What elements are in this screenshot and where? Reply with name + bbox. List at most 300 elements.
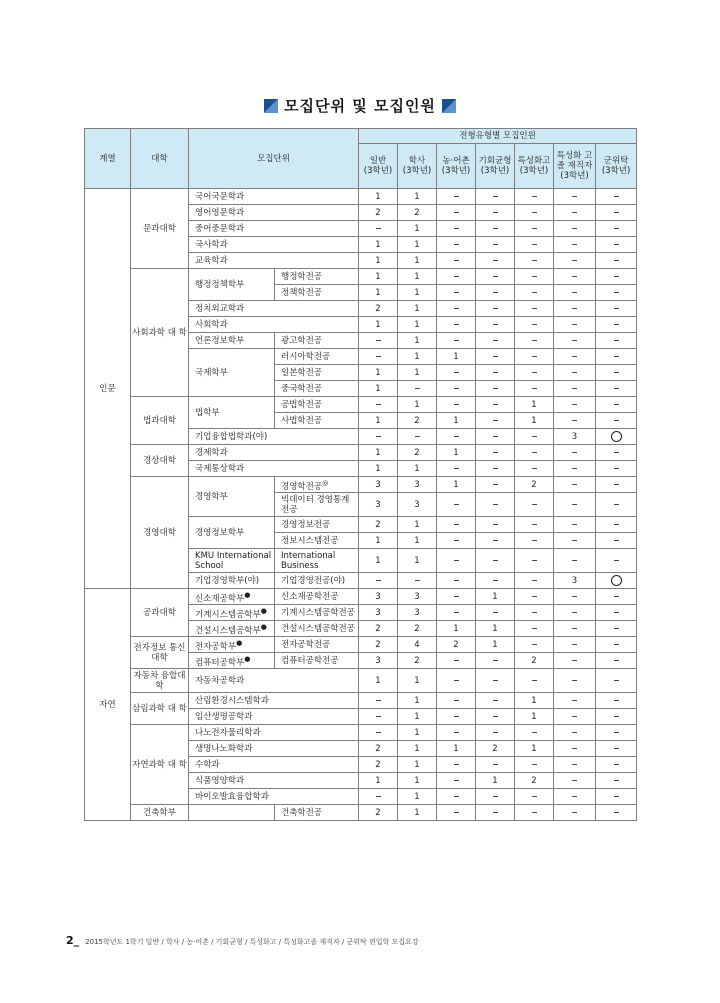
dash-mark: [532, 388, 537, 389]
value-cell: [554, 445, 596, 461]
gyeyeol-cell: [85, 189, 131, 589]
value-cell: [515, 653, 554, 669]
dash-mark: [493, 196, 498, 197]
value-cell: [515, 253, 554, 269]
value-text: 1: [453, 479, 459, 490]
dash-mark: [493, 356, 498, 357]
value-cell: [515, 429, 554, 445]
value-cell: [515, 333, 554, 349]
dash-mark: [454, 244, 459, 245]
value-cell: [515, 517, 554, 533]
value-cell: [596, 637, 637, 653]
value-cell: [398, 757, 437, 773]
value-cell: [437, 365, 476, 381]
value-cell: [596, 365, 637, 381]
value-text: 1: [414, 287, 420, 298]
value-cell: [359, 381, 398, 397]
dash-mark: [493, 812, 498, 813]
dash-mark: [572, 780, 577, 781]
dash-mark: [572, 260, 577, 261]
value-cell: [596, 693, 637, 709]
dash-mark: [532, 292, 537, 293]
dash-mark: [572, 244, 577, 245]
value-cell: [398, 333, 437, 349]
dash-mark: [454, 260, 459, 261]
value-text: 1: [414, 695, 420, 706]
value-cell: [476, 725, 515, 741]
college-cell-text: 경상대학: [143, 455, 176, 466]
value-text: 2: [492, 743, 498, 754]
value-text: 3: [571, 431, 578, 442]
dash-mark: [532, 580, 537, 581]
unit-cell: [189, 461, 359, 477]
dash-mark: [454, 560, 459, 561]
value-text: 1: [375, 271, 381, 282]
table-row: [85, 589, 637, 605]
dash-mark: [454, 276, 459, 277]
value-cell: [515, 621, 554, 637]
value-cell: [359, 205, 398, 221]
dash-mark: [572, 796, 577, 797]
value-cell: [437, 269, 476, 285]
dash-mark: [572, 372, 577, 373]
value-cell: [437, 789, 476, 805]
dash-mark: [454, 780, 459, 781]
dash-mark: [572, 356, 577, 357]
value-text: 1: [414, 535, 420, 546]
college-cell: [131, 669, 189, 693]
value-text: 1: [375, 255, 381, 266]
dash-mark: [493, 612, 498, 613]
value-text: 2: [414, 415, 420, 426]
value-cell: [359, 789, 398, 805]
dash-mark: [532, 356, 537, 357]
value-cell: [476, 285, 515, 301]
value-text: 1: [375, 191, 381, 202]
value-cell: [476, 301, 515, 317]
dash-mark: [614, 560, 619, 561]
value-cell: [515, 573, 554, 589]
value-cell: [398, 253, 437, 269]
value-cell: [554, 517, 596, 533]
value-cell: [554, 461, 596, 477]
college-cell-text: 문과대학: [143, 223, 176, 234]
table-row: [85, 445, 637, 461]
dash-mark: [493, 228, 498, 229]
subunit-cell-text: 컴퓨터공학부: [195, 657, 245, 668]
value-cell: [554, 725, 596, 741]
major-cell-text: 빅데이터 경영통계전공: [281, 494, 350, 515]
dash-mark: [454, 596, 459, 597]
dash-mark: [572, 504, 577, 505]
major-cell: [275, 477, 359, 493]
subunit-cell-text: 행정정책학부: [195, 279, 245, 290]
value-cell: [596, 589, 637, 605]
dash-mark: [572, 212, 577, 213]
value-cell: [398, 709, 437, 725]
dash-mark: [614, 628, 619, 629]
major-cell-text: 일본학전공: [281, 367, 323, 378]
dash-mark: [572, 540, 577, 541]
value-cell: [359, 549, 398, 573]
dash-mark: [454, 324, 459, 325]
value-cell: [437, 605, 476, 621]
unit-cell-text: 식품영양학과: [195, 775, 245, 786]
value-cell: [359, 445, 398, 461]
value-text: 1: [414, 675, 420, 686]
value-cell: [476, 805, 515, 821]
dash-mark: [614, 612, 619, 613]
dash-mark: [614, 468, 619, 469]
dash-mark: [614, 812, 619, 813]
dash-mark: [572, 596, 577, 597]
value-cell: [359, 429, 398, 445]
value-cell: [398, 653, 437, 669]
unit-cell: [189, 741, 359, 757]
dash-mark: [614, 700, 619, 701]
value-cell: [359, 461, 398, 477]
value-text: 1: [414, 519, 420, 530]
dash-mark: [493, 244, 498, 245]
value-cell: [359, 669, 398, 693]
value-cell: [596, 709, 637, 725]
dash-mark: [572, 644, 577, 645]
value-cell: [515, 757, 554, 773]
dash-mark: [614, 796, 619, 797]
dash-mark: [614, 764, 619, 765]
value-cell: [476, 237, 515, 253]
major-cell-text: International Business: [281, 550, 336, 571]
value-text: 3: [375, 499, 381, 510]
value-cell: [515, 693, 554, 709]
value-cell: [554, 605, 596, 621]
value-cell: [476, 253, 515, 269]
value-text: 1: [375, 447, 381, 458]
dash-mark: [454, 372, 459, 373]
value-text: 1: [414, 271, 420, 282]
unit-cell-text: 기업융합법학과(야): [195, 431, 268, 442]
subunit-cell-text: 기계시스템공학부: [195, 609, 261, 620]
major-cell: [275, 365, 359, 381]
unit-cell-text: 중어중문학과: [195, 223, 245, 234]
mark-icon: ◎: [322, 477, 329, 487]
unit-cell: [189, 709, 359, 725]
value-text: 1: [531, 399, 537, 410]
dash-mark: [493, 212, 498, 213]
dash-mark: [572, 716, 577, 717]
dash-mark: [614, 540, 619, 541]
value-cell: [515, 381, 554, 397]
value-cell: [398, 533, 437, 549]
value-cell: [554, 221, 596, 237]
dash-mark: [493, 580, 498, 581]
value-cell: [554, 549, 596, 573]
value-text: 1: [531, 743, 537, 754]
dash-mark: [572, 700, 577, 701]
value-cell: [476, 773, 515, 789]
header-col: 일반 (3학년): [359, 144, 398, 189]
dash-mark: [454, 812, 459, 813]
value-cell: [359, 221, 398, 237]
value-text: 1: [414, 711, 420, 722]
value-cell: [437, 493, 476, 517]
dash-mark: [532, 212, 537, 213]
unit-cell-text: 국제통상학과: [195, 463, 245, 474]
value-cell: [359, 573, 398, 589]
value-cell: [398, 461, 437, 477]
value-text: 4: [414, 639, 420, 650]
unit-cell: [189, 301, 359, 317]
subunit-cell-text: 신소재공학부: [195, 593, 245, 604]
mark-icon: ●: [260, 621, 267, 631]
dash-mark: [493, 504, 498, 505]
value-cell: [554, 477, 596, 493]
value-text: 3: [375, 591, 381, 602]
value-cell: [515, 285, 554, 301]
value-cell: [476, 621, 515, 637]
table-body: [85, 189, 637, 821]
value-cell: [476, 205, 515, 221]
dash-mark: [454, 540, 459, 541]
college-cell-text: 자연과학 대 학: [132, 759, 187, 770]
dash-mark: [532, 324, 537, 325]
dash-mark: [376, 436, 381, 437]
value-cell: [359, 693, 398, 709]
major-cell: [275, 349, 359, 365]
header-col: 특성화 고졸 재직자 (3학년): [554, 144, 596, 189]
major-cell-text: 공법학전공: [281, 399, 323, 410]
circle-icon: [611, 431, 622, 442]
dash-mark: [532, 764, 537, 765]
dash-mark: [493, 324, 498, 325]
value-cell: [398, 789, 437, 805]
dash-mark: [493, 660, 498, 661]
value-text: 1: [414, 727, 420, 738]
header-col: 기회균형 (3학년): [476, 144, 515, 189]
value-cell: [437, 205, 476, 221]
dash-mark: [614, 780, 619, 781]
dash-mark: [572, 420, 577, 421]
value-cell: [398, 669, 437, 693]
major-cell: [275, 533, 359, 549]
value-text: 3: [375, 607, 381, 618]
dash-mark: [614, 680, 619, 681]
value-cell: [515, 493, 554, 517]
value-cell: [359, 653, 398, 669]
value-cell: [554, 533, 596, 549]
dash-mark: [493, 524, 498, 525]
value-text: 1: [375, 675, 381, 686]
dash-mark: [614, 196, 619, 197]
value-cell: [596, 477, 637, 493]
dash-mark: [454, 716, 459, 717]
value-cell: [359, 493, 398, 517]
value-cell: [437, 461, 476, 477]
table-row: [85, 805, 637, 821]
dash-mark: [614, 404, 619, 405]
dash-mark: [532, 436, 537, 437]
value-cell: [476, 461, 515, 477]
dash-mark: [572, 468, 577, 469]
value-cell: [554, 237, 596, 253]
value-cell: [398, 221, 437, 237]
college-cell: [131, 589, 189, 637]
value-cell: [596, 445, 637, 461]
unit-cell: [189, 317, 359, 333]
value-text: 1: [375, 319, 381, 330]
major-cell: [275, 653, 359, 669]
value-text: 2: [531, 479, 537, 490]
value-cell: [359, 741, 398, 757]
major-cell: [275, 397, 359, 413]
major-cell-text: 신소재공학전공: [281, 591, 339, 602]
circle-icon: [611, 575, 622, 586]
dash-mark: [572, 764, 577, 765]
value-cell: [476, 709, 515, 725]
dash-mark: [532, 372, 537, 373]
dash-mark: [572, 680, 577, 681]
value-cell: [554, 773, 596, 789]
value-cell: [554, 253, 596, 269]
value-text: 2: [375, 207, 381, 218]
title-text: 모집단위 및 모집인원: [284, 97, 436, 115]
header-col: 학사 (3학년): [398, 144, 437, 189]
table-row: [85, 269, 637, 285]
dash-mark: [572, 324, 577, 325]
value-cell: [359, 725, 398, 741]
value-cell: [476, 549, 515, 573]
dash-mark: [493, 764, 498, 765]
major-cell: [275, 269, 359, 285]
value-cell: [359, 253, 398, 269]
dash-mark: [493, 484, 498, 485]
value-cell: [596, 773, 637, 789]
dash-mark: [454, 504, 459, 505]
dash-mark: [376, 340, 381, 341]
value-cell: [596, 461, 637, 477]
dash-mark: [454, 732, 459, 733]
value-cell: [596, 333, 637, 349]
subunit-cell-text: 전자공학부: [195, 641, 237, 652]
value-cell: [437, 477, 476, 493]
value-cell: [476, 789, 515, 805]
value-cell: [437, 301, 476, 317]
value-cell: [596, 493, 637, 517]
value-cell: [476, 445, 515, 461]
major-cell: [275, 381, 359, 397]
value-cell: [554, 789, 596, 805]
value-text: 1: [453, 415, 459, 426]
value-cell: [437, 285, 476, 301]
value-cell: [596, 301, 637, 317]
value-cell: [437, 221, 476, 237]
dash-mark: [614, 212, 619, 213]
dash-mark: [614, 644, 619, 645]
dash-mark: [572, 560, 577, 561]
major-cell-text: 경영정보전공: [281, 519, 331, 530]
value-cell: [359, 605, 398, 621]
major-cell: [275, 605, 359, 621]
dash-mark: [614, 420, 619, 421]
value-cell: [398, 349, 437, 365]
dash-mark: [532, 812, 537, 813]
dash-mark: [493, 716, 498, 717]
value-cell: [554, 621, 596, 637]
value-text: 1: [375, 555, 381, 566]
major-cell-text: 광고학전공: [281, 335, 323, 346]
dash-mark: [614, 244, 619, 245]
college-cell: [131, 725, 189, 805]
value-cell: [359, 773, 398, 789]
major-cell: [275, 589, 359, 605]
dash-mark: [532, 560, 537, 561]
major-cell-text: 건설시스템공학전공: [281, 623, 355, 634]
dash-mark: [493, 372, 498, 373]
unit-cell-text: 경제학과: [195, 447, 228, 458]
value-text: 2: [375, 623, 381, 634]
dash-mark: [532, 504, 537, 505]
unit-cell-text: 바이오발효융합학과: [195, 791, 269, 802]
subunit-cell-text: 언론정보학부: [195, 335, 245, 346]
dash-mark: [614, 452, 619, 453]
value-cell: [359, 637, 398, 653]
value-cell: [359, 269, 398, 285]
value-cell: [596, 725, 637, 741]
dash-mark: [614, 388, 619, 389]
major-cell: [275, 573, 359, 589]
dash-mark: [454, 388, 459, 389]
value-cell: [359, 317, 398, 333]
subunit-cell: [189, 477, 275, 517]
college-cell: [131, 269, 189, 397]
major-cell: [275, 333, 359, 349]
unit-cell-text: 나노전자물리학과: [195, 727, 261, 738]
dash-mark: [454, 524, 459, 525]
dash-mark: [532, 308, 537, 309]
major-cell-text: 경영학전공: [281, 481, 323, 492]
value-cell: [515, 725, 554, 741]
major-cell: [275, 805, 359, 821]
dash-mark: [493, 468, 498, 469]
value-cell: [359, 517, 398, 533]
table-row: [85, 189, 637, 205]
value-cell: [515, 461, 554, 477]
college-cell-text: 경영대학: [143, 527, 176, 538]
subunit-cell: [189, 549, 275, 573]
value-text: 2: [375, 639, 381, 650]
dash-mark: [614, 308, 619, 309]
value-cell: [476, 533, 515, 549]
college-cell-text: 삼림과학 대 학: [132, 703, 187, 714]
dash-mark: [493, 732, 498, 733]
dash-mark: [614, 596, 619, 597]
value-cell: [554, 637, 596, 653]
value-cell: [476, 589, 515, 605]
college-cell-text: 공과대학: [143, 607, 176, 618]
dash-mark: [454, 308, 459, 309]
value-cell: [515, 477, 554, 493]
dash-mark: [493, 700, 498, 701]
value-text: 3: [375, 655, 381, 666]
value-cell: [596, 605, 637, 621]
value-cell: [554, 301, 596, 317]
dash-mark: [454, 680, 459, 681]
dash-mark: [532, 468, 537, 469]
dash-mark: [572, 628, 577, 629]
value-cell: [476, 397, 515, 413]
dash-mark: [614, 356, 619, 357]
value-text: 1: [375, 775, 381, 786]
